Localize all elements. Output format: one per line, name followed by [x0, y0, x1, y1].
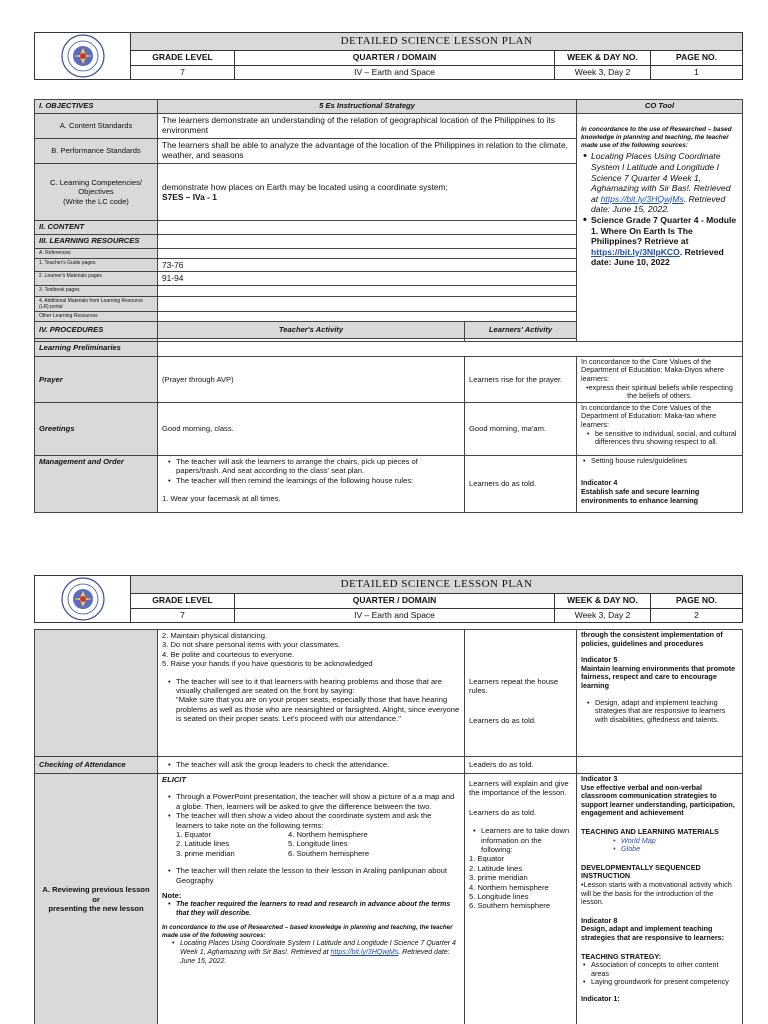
elicit-step-3: • The teacher will then relate the lesson to their lesson in Araling panlipunan about Geography	[166, 866, 460, 885]
dsi-label: DEVELOPMENTALLY SEQUENCED INSTRUCTION	[581, 862, 701, 881]
page-no-label: PAGE NO.	[651, 51, 743, 66]
checking-attendance-label: Checking of Attendance	[35, 757, 158, 774]
dsi-text: •Lesson starts with a motivational activity which will be the basis for the introduction of the lesson.	[581, 879, 732, 907]
reviewing-lesson-indicator	[577, 774, 743, 1024]
deped-seal-cell	[35, 33, 131, 80]
greetings-label: Greetings	[35, 402, 158, 455]
quarter-domain-label: QUARTER / DOMAIN	[235, 51, 555, 66]
indicator-4-label: Indicator 4	[581, 478, 618, 488]
indicator-8-label: Indicator 8	[581, 915, 618, 925]
learners-take-notes: • Learners are to take down information on the following:	[471, 826, 572, 854]
term: 2. Latitude lines	[469, 863, 523, 873]
note-label: Note:	[162, 891, 182, 901]
content-value	[158, 221, 577, 235]
learners-repeat-rules: Learners repeat the house rules.	[469, 677, 559, 696]
performance-standards-label: B. Performance Standards	[35, 139, 158, 164]
lesson-plan-title: DETAILED SCIENCE LESSON PLAN	[131, 576, 743, 594]
learners-do-as-told: Learners do as told.	[469, 807, 537, 817]
deped-seal-icon	[60, 33, 106, 79]
greetings-teacher: Good morning, class.	[158, 402, 465, 455]
procedures-label: IV. PROCEDURES	[35, 321, 158, 338]
reviewing-lesson-label: A. Reviewing previous lesson or presenting the new lesson	[35, 774, 158, 1024]
term: 3. prime meridian	[469, 873, 528, 883]
indicator-4-text: Establish safe and secure learning environments to enhance learning	[581, 487, 700, 505]
page1-header	[34, 32, 743, 80]
co-tool-source-2: • Science Grade 7 Quarter 4 - Module 1. Where On Earth Is The Philippines? Retrieve at https://bit.ly/3NlpKCO. Retrieved date: June 10, 2022	[581, 215, 738, 268]
week-day-value: Week 3, Day 2	[555, 65, 651, 80]
lesson-plan-title: DETAILED SCIENCE LESSON PLAN	[131, 33, 743, 51]
teaching-strategy-item: • Association of concepts to other content areas	[581, 961, 738, 978]
co-tool-source-list	[581, 151, 738, 268]
learning-competencies-label: C. Learning Competencies/ Objectives (Write the LC code)	[35, 164, 158, 221]
prayer-label: Prayer	[35, 356, 158, 402]
management-order-indicator	[577, 455, 743, 512]
page2-body-table	[34, 629, 743, 1024]
content-standards-text: The learners demonstrate an understanding of the relation of geographical location of the Philippines to its environment	[158, 114, 577, 139]
elicit-heading: ELICIT	[162, 775, 187, 784]
content-label: II. CONTENT	[35, 221, 158, 235]
prayer-teacher: (Prayer through AVP)	[158, 356, 465, 402]
learner-activity-header: Learners' Activity	[465, 321, 577, 338]
greetings-indicator: In concordance to the Core Values of the Department of Education: Maka-tao where learners: • be sensitive to individual, social, and cultural differences thru showing respect to all.	[577, 402, 743, 455]
other-resources-value	[158, 311, 577, 321]
greetings-learner: Good morning, ma'am.	[465, 402, 577, 455]
term: 1. Equator	[176, 830, 212, 840]
week-day-label: WEEK & DAY NO.	[555, 51, 651, 66]
learning-competencies-text	[158, 164, 577, 221]
learners-materials-pages: 91-94	[158, 272, 577, 285]
reviewing-lesson-teacher	[158, 774, 465, 1024]
indicator-5-label: Indicator 5	[581, 655, 618, 665]
week-day-value: Week 3, Day 2	[555, 608, 651, 623]
deped-seal-icon	[60, 576, 106, 622]
grade-level-label: GRADE LEVEL	[131, 51, 235, 66]
elicit-step-1: • Through a PowerPoint presentation, the teacher will show a picture of a a map and a globe. Then, learners will be asked to give the difference between the two.	[166, 792, 460, 811]
research-source-link[interactable]: https://bit.ly/3HQwjMs	[330, 949, 399, 957]
research-concordance: In concordance to the use of Researched – based knowledge in planning and teaching, the teacher made use of the following sources:	[162, 924, 453, 940]
tlm-label: TEACHING AND LEARNING MATERIALS	[581, 826, 719, 836]
house-rule: 5. Raise your hands if you have questions to be acknowledged	[162, 659, 373, 669]
term: 3. prime meridian	[176, 848, 235, 858]
management-order-continued-label	[35, 630, 158, 757]
indicator-1-label: Indicator 1:	[581, 993, 620, 1003]
teaching-strategy-item: • Laying groundwork for present competency	[581, 978, 738, 987]
objectives-label: I. OBJECTIVES	[35, 100, 158, 114]
learning-resources-label: III. LEARNING RESOURCES	[35, 235, 158, 249]
teacher-activity-header: Teacher's Activity	[158, 321, 465, 338]
co-tool-intro: In concordance to the use of Researched – based knowledge in planning and teaching, the teacher made use of the following sources:	[581, 126, 732, 149]
learning-preliminaries-row	[158, 341, 743, 356]
prayer-indicator-bullet: •express their spiritual beliefs while respecting the beliefs of others.	[586, 382, 733, 401]
content-standards-label: A. Content Standards	[35, 114, 158, 139]
house-rules-indicator: through the consistent implementation of policies, guidelines and procedures Indicator 5 Maintain learning environments that promote fairness, respect and care to encourage learning • Design, adapt and implement teaching strategies that are responsive to learners with disabilities, giftedness and talents.	[577, 630, 743, 757]
lc-code: S7ES – IVa - 1	[162, 192, 217, 202]
learning-preliminaries-label: Learning Preliminaries	[35, 341, 158, 356]
quarter-domain-value: IV – Earth and Space	[235, 608, 555, 623]
hearing-problem-step: • The teacher will see to it that learners with hearing problems and those that are visually challenged are seated on the front by saying: "Make sure that you are on your proper seats, especially those that have hearing problems as well as those who are nearsighted or farsighted. Alright, since everyone is seated on their proper seats. Let's proceed with our attendance."	[166, 677, 460, 724]
indicator-3-label: Indicator 3	[581, 774, 618, 783]
indicator-5-bullet: • Design, adapt and implement teaching strategies that are responsive to learners with disabilities, giftedness and talents.	[585, 699, 738, 725]
grade-level-label: GRADE LEVEL	[131, 594, 235, 609]
term: 4. Northern hemisphere	[469, 882, 549, 892]
grade-level-value: 7	[131, 608, 235, 623]
checking-attendance-learner: Leaders do as told.	[465, 757, 577, 774]
checking-attendance-indicator	[577, 757, 743, 774]
elicit-step-2: • The teacher will then show a video about the coordinate system and ask the learners to take note on the following terms:	[166, 811, 460, 830]
term: 5. Longitude lines	[288, 839, 348, 849]
term: 4. Northern hemisphere	[288, 830, 368, 840]
tlm-item: • Globe	[611, 845, 738, 854]
lr-portal-label: 4. Additional Materials from Learning Resource (LR) portal	[35, 296, 158, 311]
term: 2. Latitude lines	[176, 839, 230, 849]
note-text: • The teacher required the learners to read and research in advance about the terms that they will describe.	[166, 900, 460, 918]
house-rule: 2. Maintain physical distancing.	[162, 631, 268, 640]
teaching-strategy-label: TEACHING STRATEGY:	[581, 951, 661, 961]
page-no-value: 2	[651, 608, 743, 623]
other-resources-label: Other Learning Resources	[35, 311, 158, 321]
management-order-label: Management and Order	[35, 455, 158, 512]
management-order-learner: Learners do as told.	[465, 455, 577, 512]
teacher-seat-quote: "Make sure that you are on your proper seats, especially those that have hearing problems as well as those who are nearsighted or farsighted. Alright, since everyone is seated on their proper seats. Let's proceed with our attendance."	[176, 695, 460, 724]
performance-standards-text: The learners shall be able to analyze the advantage of the location of the Philippines in relation to the climate, weather, and seasons	[158, 139, 577, 164]
house-rule: 3. Do not share personal items with your classmates.	[162, 640, 341, 650]
indicator-8-text: Design, adapt and implement teaching strategies that are responsive to learners:	[581, 924, 725, 942]
house-rule-1: 1. Wear your facemask at all times.	[162, 494, 281, 504]
management-step-1: • The teacher will ask the learners to arrange the chairs, pick up pieces of papers/trash. And seat according to the class' seat plan.	[166, 457, 460, 476]
references-label: A. References	[35, 249, 158, 259]
coordinate-terms	[162, 830, 460, 858]
learners-explain: Learners will explain and give the importance of the lesson.	[469, 779, 569, 798]
reviewing-lesson-learner	[465, 774, 577, 1024]
research-source: • Locating Places Using Coordinate System I Latitude and Longitude I Science 7 Quarter 4 Week 1, Aghamazing with Sir Bas!. Retrieved at https://bit.ly/3HQwjMs. Retrieved date: June 15, 2022.	[170, 940, 460, 966]
teachers-guide-pages: 73-76	[158, 259, 577, 272]
grade-level-value: 7	[131, 65, 235, 80]
prayer-indicator: In concordance to the Core Values of the Department of Education: Maka-Diyos where learners: •express their spiritual beliefs while respecting the beliefs of others.	[577, 356, 743, 402]
deped-seal-cell-2	[35, 576, 131, 623]
term: 5. Longitude lines	[469, 892, 529, 902]
page-no-value: 1	[651, 65, 743, 80]
week-day-label: WEEK & DAY NO.	[555, 594, 651, 609]
indicator-3-text: Use effective verbal and non-verbal classroom communication strategies to support learner understanding, participation, engagement and achievement	[581, 782, 735, 818]
learners-materials-label: 2. Learner's Materials pages	[35, 272, 158, 285]
co-tool-source-2-link[interactable]: https://bit.ly/3NlpKCO	[591, 246, 680, 257]
checking-attendance-teacher: • The teacher will ask the group leaders to check the attendance.	[158, 757, 465, 774]
quarter-domain-label: QUARTER / DOMAIN	[235, 594, 555, 609]
page-no-label: PAGE NO.	[651, 594, 743, 609]
term: 6. Southern hemisphere	[288, 848, 370, 858]
learner-terms	[469, 854, 572, 910]
learning-resources-value	[158, 235, 577, 249]
lr-portal-value	[158, 296, 577, 311]
indicator-5-text: Maintain learning environments that promote fairness, respect and care to encourage learning	[581, 663, 736, 690]
learners-do-as-told: Learners do as told.	[469, 715, 537, 725]
strategy-label: 5 Es Instructional Strategy	[158, 100, 577, 114]
page1-body-table	[34, 99, 743, 513]
co-tool-label: CO Tool	[577, 100, 743, 114]
lc-objective: demonstrate how places on Earth may be located using a coordinate system;	[162, 181, 448, 192]
house-rule: 4. Be polite and courteous to everyone.	[162, 649, 295, 659]
references-value	[158, 249, 577, 259]
teachers-guide-label: 1. Teacher's Guide pages	[35, 259, 158, 272]
textbook-pages-value	[158, 285, 577, 296]
house-rules-learner	[465, 630, 577, 757]
greetings-indicator-bullet: • be sensitive to individual, social, and cultural differences thru showing respect to all.	[585, 430, 738, 447]
quarter-domain-value: IV – Earth and Space	[235, 65, 555, 80]
house-rules-continued	[158, 630, 465, 757]
co-tool-sources	[577, 114, 743, 342]
term: 6. Southern hemisphere	[469, 901, 551, 911]
co-tool-source-1-link[interactable]: https://bit.ly/3HQwjMs	[600, 193, 684, 204]
co-tool-source-1: • Locating Places Using Coordinate System I Latitude and Longitude I Science 7 Quarter 4 Week 1, Aghamazing with Sir Bas!. Retrieved at https://bit.ly/3HQwjMs. Retrieved date: June 15, 2022.	[581, 151, 738, 215]
management-order-teacher	[158, 455, 465, 512]
page2-header	[34, 575, 743, 623]
textbook-pages-label: 3. Textbook pages	[35, 285, 158, 296]
house-rules-bullet: • Setting house rules/guidelines	[581, 457, 738, 466]
tlm-item: • World Map	[611, 837, 738, 846]
management-step-2: • The teacher will then remind the learnings of the following house rules:	[166, 476, 460, 485]
prayer-learner: Learners rise for the prayer.	[465, 356, 577, 402]
term: 1. Equator	[469, 854, 505, 864]
